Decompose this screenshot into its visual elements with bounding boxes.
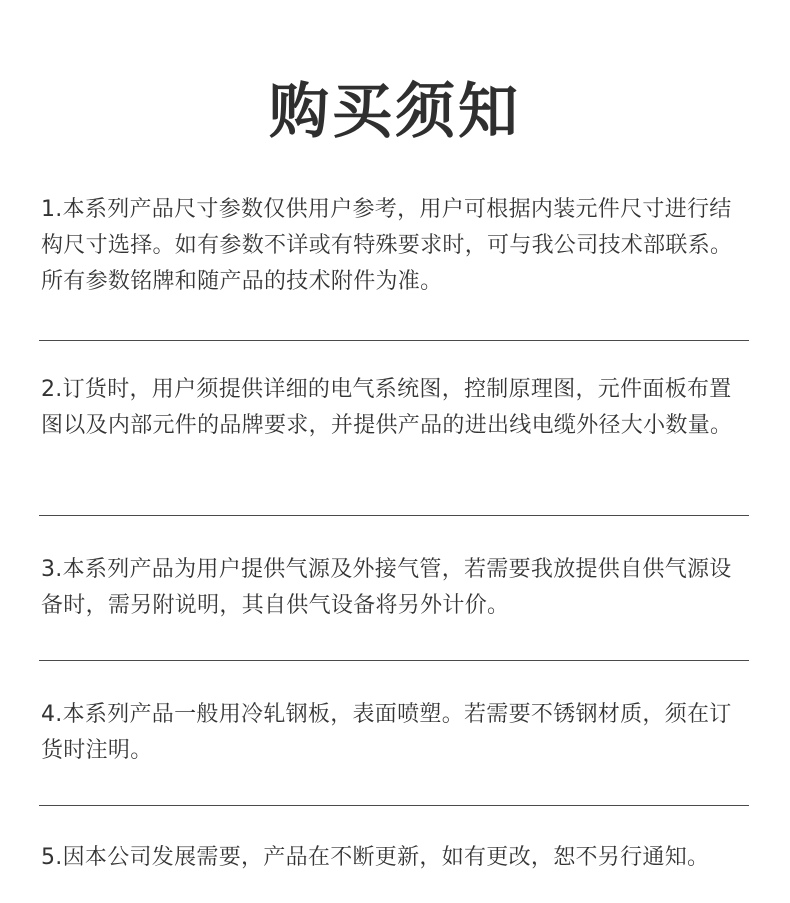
divider [39, 340, 749, 341]
notice-item-2: 2.订货时，用户须提供详细的电气系统图，控制原理图，元件面板布置图以及内部元件的品牌要求，并提供产品的进出线电缆外径大小数量。 [41, 377, 733, 438]
divider [39, 660, 749, 661]
notice-item-5: 5.因本公司发展需要，产品在不断更新，如有更改，恕不另行通知。 [41, 845, 710, 870]
notice-item-3: 3.本系列产品为用户提供气源及外接气管，若需要我放提供自供气源设备时，需另附说明，其自供气设备将另外计价。 [41, 557, 732, 618]
notice-item-4: 4.本系列产品一般用冷轧钢板，表面喷塑。若需要不锈钢材质，须在订货时注明。 [41, 702, 732, 763]
notice-item-1: 1.本系列产品尺寸参数仅供用户参考，用户可根据内装元件尺寸进行结构尺寸选择。如有参数不详或有特殊要求时，可与我公司技术部联系。所有参数铭牌和随产品的技术附件为准。 [41, 197, 733, 294]
page-title: 购买须知 [269, 77, 521, 147]
divider [39, 805, 749, 806]
divider [39, 515, 749, 516]
